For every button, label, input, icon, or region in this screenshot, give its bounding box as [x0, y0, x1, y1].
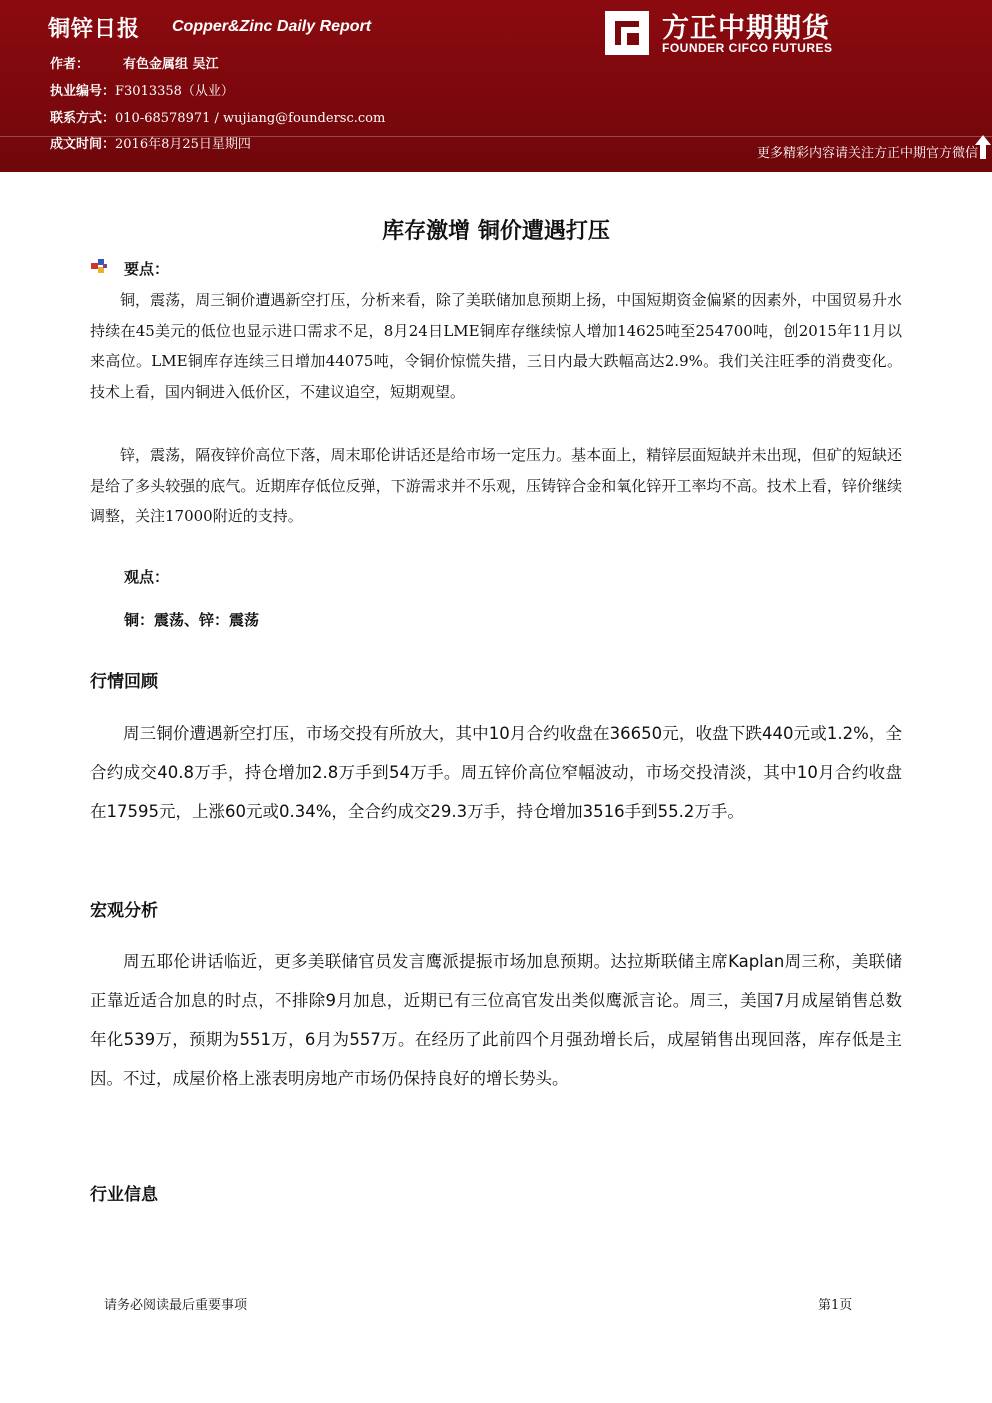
report-title-en: Copper&Zinc Daily Report — [172, 18, 372, 35]
market-review-paragraph: 周三铜价遭遇新空打压，市场交投有所放大，其中10月合约收盘在36650元，收盘下跌440元或1.2%，全合约成交40.8万手，持仓增加2.8万手到54万手。周五锌价高位窄幅波动，市场交投清淡，其中10月合约收盘在17595元，上涨60元或0.34%，全合约成交29.3万手，持仓增加3516手到55.2万手。 — [90, 724, 902, 821]
key-points-label: 要点： — [124, 260, 170, 278]
author-line — [50, 53, 219, 72]
page-number: 第1页 — [818, 1298, 853, 1313]
company-logo — [602, 6, 862, 58]
view-label: 观点： — [124, 568, 170, 586]
founder-logo-icon — [602, 8, 652, 58]
author-value: 有色金属组 吴江 — [123, 57, 219, 72]
view-value: 铜：震荡、锌：震荡 — [124, 611, 260, 629]
section-market-review: 行情回顾 — [90, 672, 158, 692]
macro-analysis-paragraph: 周五耶伦讲话临近，更多美联储官员发言鹰派提振市场加息预期。达拉斯联储主席Kaplan周三称，美联储正靠近适合加息的时点，不排除9月加息，近期已有三位高官发出类似鹰派言论。周三，美国7月成屋销售总数年化539万，预期为551万，6月为557万。在经历了此前四个月强劲增长后，成屋销售出现回落，库存低是主因。不过，成屋价格上涨表明房地产市场仍保持良好的增长势头。 — [90, 952, 902, 1088]
logo-text-cn: 方正中期期货 — [662, 13, 830, 44]
contact-label: 联系方式： — [50, 111, 116, 126]
section-industry-info: 行业信息 — [90, 1185, 158, 1205]
header-divider — [0, 136, 992, 137]
wechat-follow-note: 更多精彩内容请关注方正中期官方微信 — [756, 146, 978, 161]
license-value: F3013358（从业） — [115, 84, 234, 99]
date-value: 2016年8月25日星期四 — [115, 137, 251, 152]
report-title-cn: 铜锌日报 — [48, 17, 141, 42]
copper-paragraph: 铜，震荡，周三铜价遭遇新空打压，分析来看，除了美联储加息预期上扬，中国短期资金偏紧的因素外，中国贸易升水持续在45美元的低位也显示进口需求不足，8月24日LME铜库存继续惊人增加14625吨至254700吨，创2015年11月以来高位。LME铜库存连续三日增加44075吨，令铜价惊慌失措，三日内最大跌幅高达2.9%。我们关注旺季的消费变化。技术上看，国内铜进入低价区，不建议追空，短期观望。 — [90, 291, 902, 401]
section-macro-analysis: 宏观分析 — [90, 901, 158, 921]
author-label: 作者： — [50, 57, 90, 72]
up-arrow-icon — [974, 134, 992, 160]
page-title: 库存激增 铜价遭遇打压 — [382, 219, 610, 244]
logo-text-en: FOUNDER CIFCO FUTURES — [662, 41, 833, 55]
zinc-paragraph: 锌，震荡，隔夜锌价高位下落，周末耶伦讲话还是给市场一定压力。基本面上，精锌层面短缺并未出现，但矿的短缺还是给了多头较强的底气。近期库存低位反弹，下游需求并不乐观，压铸锌合金和氧化锌开工率均不高。技术上看，锌价继续调整，关注17000附近的支持。 — [90, 446, 902, 525]
contact-line — [50, 107, 385, 126]
footer-disclaimer: 请务必阅读最后重要事项 — [104, 1298, 248, 1313]
key-points-bullet-icon — [90, 258, 108, 274]
report-header — [0, 0, 992, 172]
license-line — [50, 80, 234, 99]
date-label: 成文时间： — [50, 137, 116, 152]
license-label: 执业编号： — [50, 84, 116, 99]
contact-value: 010-68578971 / wujiang@foundersc.com — [115, 111, 386, 126]
